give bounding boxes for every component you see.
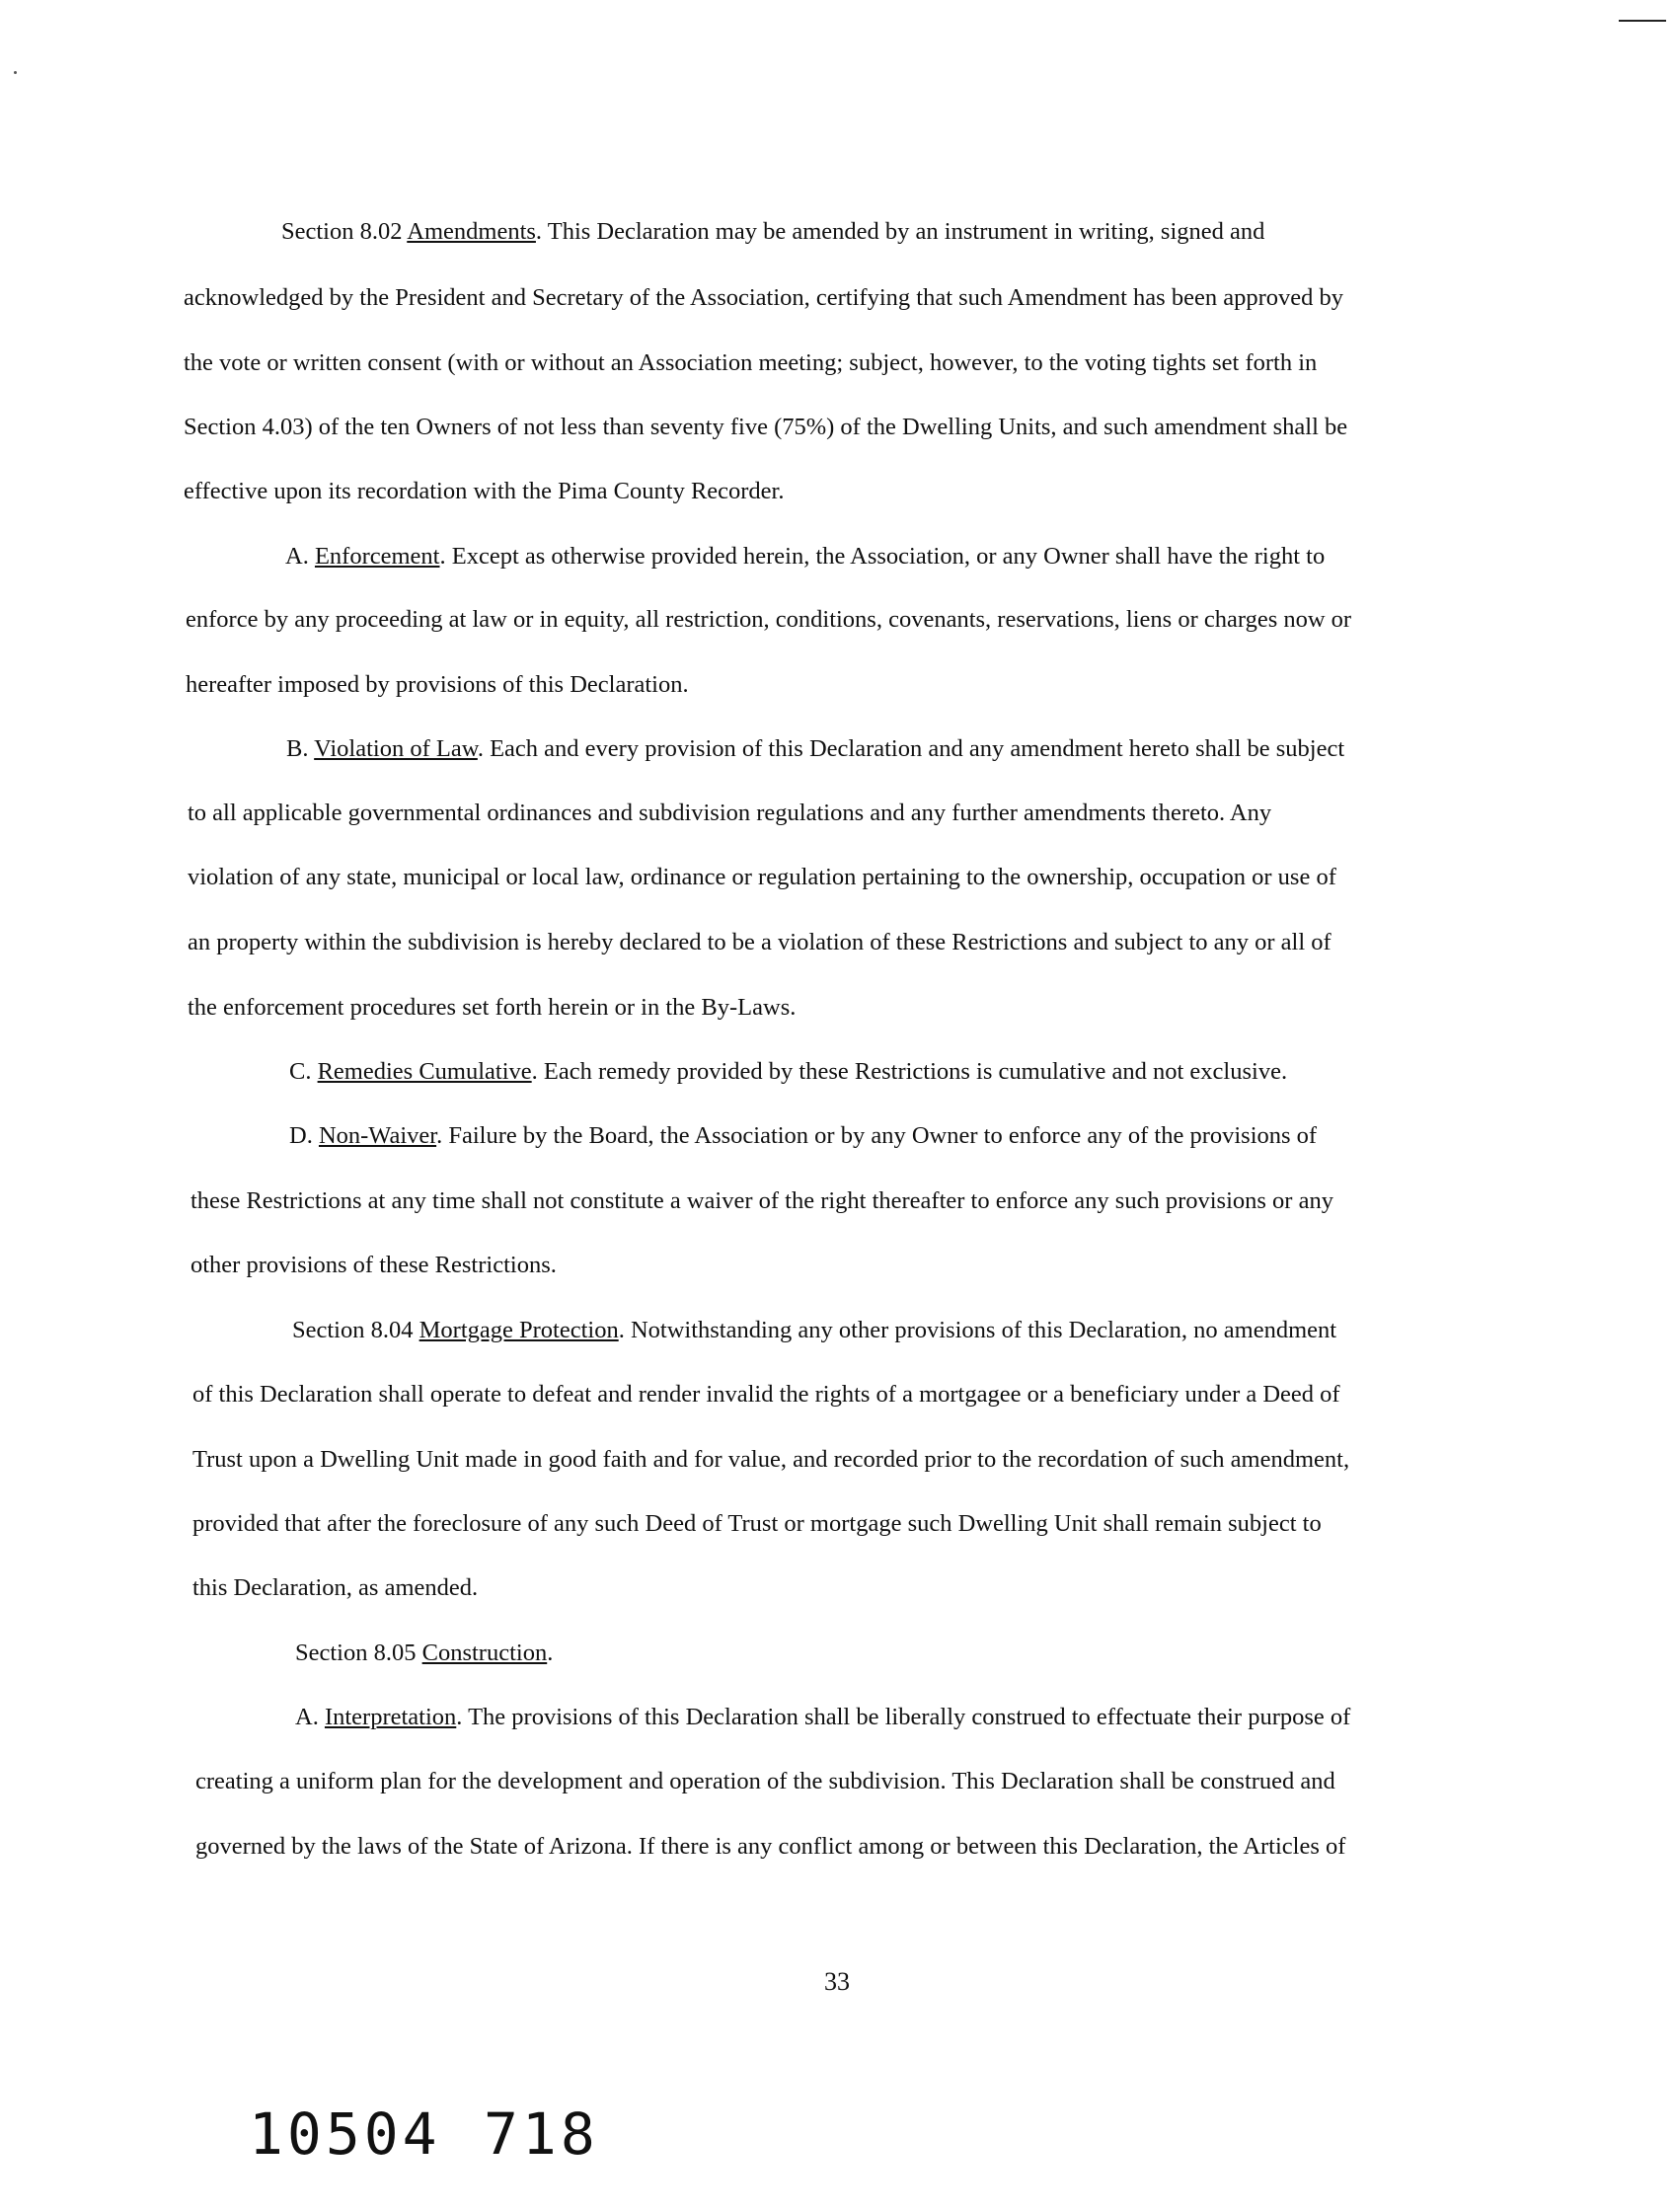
violation-line-2: to all applicable governmental ordinances and subdivision regulations and any further amendments thereto. Any bbox=[188, 800, 1272, 826]
heading-non-waiver: Non-Waiver bbox=[318, 1122, 437, 1149]
section-8-05-line-1: Section 8.05 Construction. bbox=[295, 1640, 554, 1666]
violation-line-4: an property within the subdivision is hereby declared to be a violation of these Restrictions and subject to any or all of bbox=[188, 929, 1332, 955]
nonwaiver-line-1: D. Non-Waiver. Failure by the Board, the Association or by any Owner to enforce any of the provisions of bbox=[289, 1122, 1318, 1149]
enforcement-line-3: hereafter imposed by provisions of this Declaration. bbox=[186, 671, 689, 698]
violation-line-5: the enforcement procedures set forth herein or in the By-Laws. bbox=[188, 994, 797, 1021]
interpretation-line-2: creating a uniform plan for the development and operation of the subdivision. This Declaration shall be construed and bbox=[195, 1768, 1335, 1794]
section-8-02-line-5: effective upon its recordation with the Pima County Recorder. bbox=[184, 478, 785, 504]
scan-speck bbox=[14, 71, 17, 74]
section-heading-mortgage-protection: Mortgage Protection bbox=[418, 1317, 619, 1343]
section-8-02-line-4: Section 4.03) of the ten Owners of not less than seventy five (75%) of the Dwelling Units, and such amendment shall be bbox=[184, 414, 1348, 440]
heading-remedies-cumulative: Remedies Cumulative bbox=[317, 1058, 532, 1085]
heading-violation-of-law: Violation of Law bbox=[314, 735, 478, 762]
section-8-02-line-2: acknowledged by the President and Secretary of the Association, certifying that such Amendment has been approved by bbox=[184, 284, 1343, 311]
section-8-04-line-4: provided that after the foreclosure of any such Deed of Trust or mortgage such Dwelling Unit shall remain subject to bbox=[192, 1510, 1322, 1537]
interpretation-line-1: A. Interpretation. The provisions of this Declaration shall be liberally construed to effectuate their purpose of bbox=[295, 1704, 1351, 1730]
enforcement-line-2: enforce by any proceeding at law or in equity, all restriction, conditions, covenants, reservations, liens or charges now or bbox=[186, 606, 1352, 633]
section-8-02-line-1: Section 8.02 Amendments. This Declaration may be amended by an instrument in writing, signed and bbox=[281, 218, 1265, 245]
enforcement-line-1: A. Enforcement. Except as otherwise provided herein, the Association, or any Owner shall have the right to bbox=[285, 543, 1326, 570]
interpretation-line-3: governed by the laws of the State of Arizona. If there is any conflict among or between this Declaration, the Articles of bbox=[195, 1833, 1346, 1860]
recording-page-number: 718 bbox=[484, 2100, 599, 2168]
section-8-04-line-5: this Declaration, as amended. bbox=[192, 1574, 479, 1601]
section-8-04-line-1: Section 8.04 Mortgage Protection. Notwithstanding any other provisions of this Declaration, no amendment bbox=[292, 1317, 1337, 1343]
nonwaiver-line-3: other provisions of these Restrictions. bbox=[190, 1252, 557, 1278]
heading-enforcement: Enforcement bbox=[314, 543, 440, 570]
section-heading-construction: Construction bbox=[421, 1640, 548, 1666]
remedies-line-1: C. Remedies Cumulative. Each remedy provided by these Restrictions is cumulative and not exclusive. bbox=[289, 1058, 1288, 1085]
heading-interpretation: Interpretation bbox=[324, 1704, 457, 1730]
violation-line-3: violation of any state, municipal or local law, ordinance or regulation pertaining to the ownership, occupation or use of bbox=[188, 864, 1336, 890]
recording-book-number: 10504 bbox=[249, 2100, 441, 2168]
page-number: 33 bbox=[824, 1967, 850, 1996]
section-heading-amendments: Amendments bbox=[407, 218, 536, 245]
violation-line-1: B. Violation of Law. Each and every provision of this Declaration and any amendment hereto shall be subject bbox=[286, 735, 1345, 762]
section-8-02-line-3: the vote or written consent (with or without an Association meeting; subject, however, to the voting tights set forth in bbox=[184, 349, 1318, 376]
nonwaiver-line-2: these Restrictions at any time shall not constitute a waiver of the right thereafter to enforce any such provisions or any bbox=[190, 1187, 1333, 1214]
scan-mark bbox=[1619, 20, 1666, 22]
section-8-04-line-2: of this Declaration shall operate to defeat and render invalid the rights of a mortgagee or a beneficiary under a Deed of bbox=[192, 1381, 1340, 1408]
section-8-04-line-3: Trust upon a Dwelling Unit made in good faith and for value, and recorded prior to the recordation of such amendment, bbox=[192, 1446, 1350, 1473]
